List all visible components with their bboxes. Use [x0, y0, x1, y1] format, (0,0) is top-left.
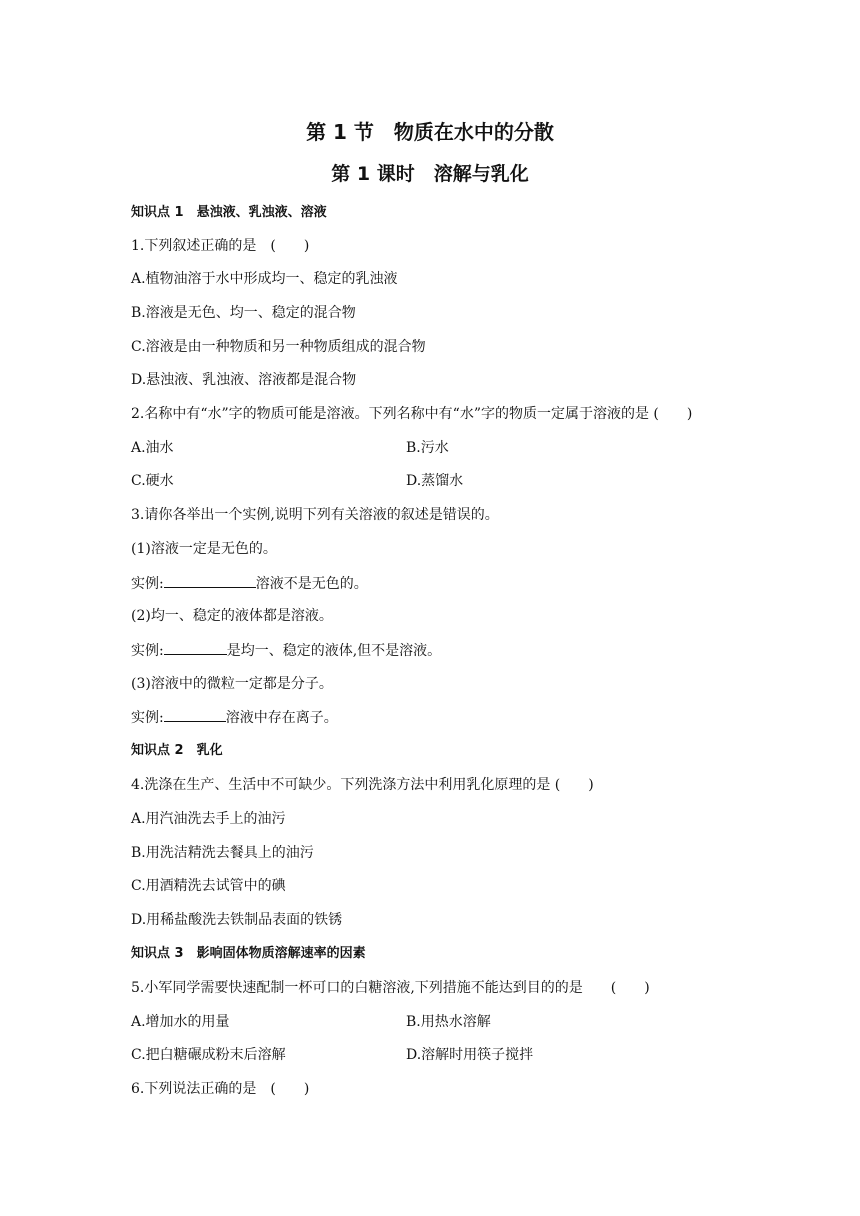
knowledge-point-2: 知识点 2 乳化 — [131, 743, 223, 758]
question-2-option-c: C.硬水 — [131, 473, 174, 489]
example-1-text: 溶液不是无色的。 — [255, 576, 368, 592]
answer-blank-1[interactable] — [164, 573, 256, 588]
question-3-part-1: (1)溶液一定是无色的。 — [131, 541, 277, 557]
page-title: 第 1 节 物质在水中的分散 — [306, 120, 554, 144]
question-4-stem: 4.洗涤在生产、生活中不可缺少。下列洗涤方法中利用乳化原理的是 ( ) — [131, 777, 594, 793]
example-3-text: 溶液中存在离子。 — [225, 710, 338, 726]
question-1-option-b: B.溶液是无色、均一、稳定的混合物 — [131, 305, 356, 321]
question-3-example-2 — [131, 640, 441, 661]
question-2-stem: 2.名称中有“水”字的物质可能是溶液。下列名称中有“水”字的物质一定属于溶液的是 ( ) — [131, 406, 693, 422]
question-2-option-d: D.蒸馏水 — [406, 473, 464, 489]
example-label: 实例: — [131, 643, 164, 659]
question-5-option-d: D.溶解时用筷子搅拌 — [406, 1047, 534, 1063]
question-5-option-b: B.用热水溶解 — [406, 1014, 491, 1030]
question-1-option-d: D.悬浊液、乳浊液、溶液都是混合物 — [131, 372, 357, 388]
question-1-option-a: A.植物油溶于水中形成均一、稳定的乳浊液 — [131, 271, 398, 287]
question-3-part-3: (3)溶液中的微粒一定都是分子。 — [131, 676, 333, 692]
question-3-part-2: (2)均一、稳定的液体都是溶液。 — [131, 608, 333, 624]
question-3-example-1 — [131, 573, 368, 594]
question-5-stem: 5.小军同学需要快速配制一杯可口的白糖溶液,下列措施不能达到目的的是 ( ) — [131, 980, 650, 996]
question-2-option-a: A.油水 — [131, 440, 174, 456]
question-4-option-b: B.用洗洁精洗去餐具上的油污 — [131, 845, 314, 861]
question-4-option-a: A.用汽油洗去手上的油污 — [131, 811, 286, 827]
question-6-stem: 6.下列说法正确的是 ( ) — [131, 1081, 310, 1097]
knowledge-point-3: 知识点 3 影响固体物质溶解速率的因素 — [131, 946, 366, 961]
example-label: 实例: — [131, 710, 164, 726]
question-2-option-b: B.污水 — [406, 440, 449, 456]
question-3-example-3 — [131, 707, 338, 728]
question-1-stem: 1.下列叙述正确的是 ( ) — [131, 238, 310, 254]
answer-blank-2[interactable] — [164, 640, 227, 655]
question-1-option-c: C.溶液是由一种物质和另一种物质组成的混合物 — [131, 339, 426, 355]
question-5-option-a: A.增加水的用量 — [131, 1014, 230, 1030]
example-2-text: 是均一、稳定的液体,但不是溶液。 — [226, 643, 442, 659]
example-label: 实例: — [131, 576, 164, 592]
knowledge-point-1: 知识点 1 悬浊液、乳浊液、溶液 — [131, 205, 327, 220]
lesson-subtitle: 第 1 课时 溶解与乳化 — [331, 163, 529, 185]
question-4-option-c: C.用酒精洗去试管中的碘 — [131, 878, 286, 894]
question-5-option-c: C.把白糖碾成粉末后溶解 — [131, 1047, 286, 1063]
answer-blank-3[interactable] — [164, 707, 226, 722]
question-4-option-d: D.用稀盐酸洗去铁制品表面的铁锈 — [131, 912, 343, 928]
question-3-stem: 3.请你各举出一个实例,说明下列有关溶液的叙述是错误的。 — [131, 507, 499, 523]
